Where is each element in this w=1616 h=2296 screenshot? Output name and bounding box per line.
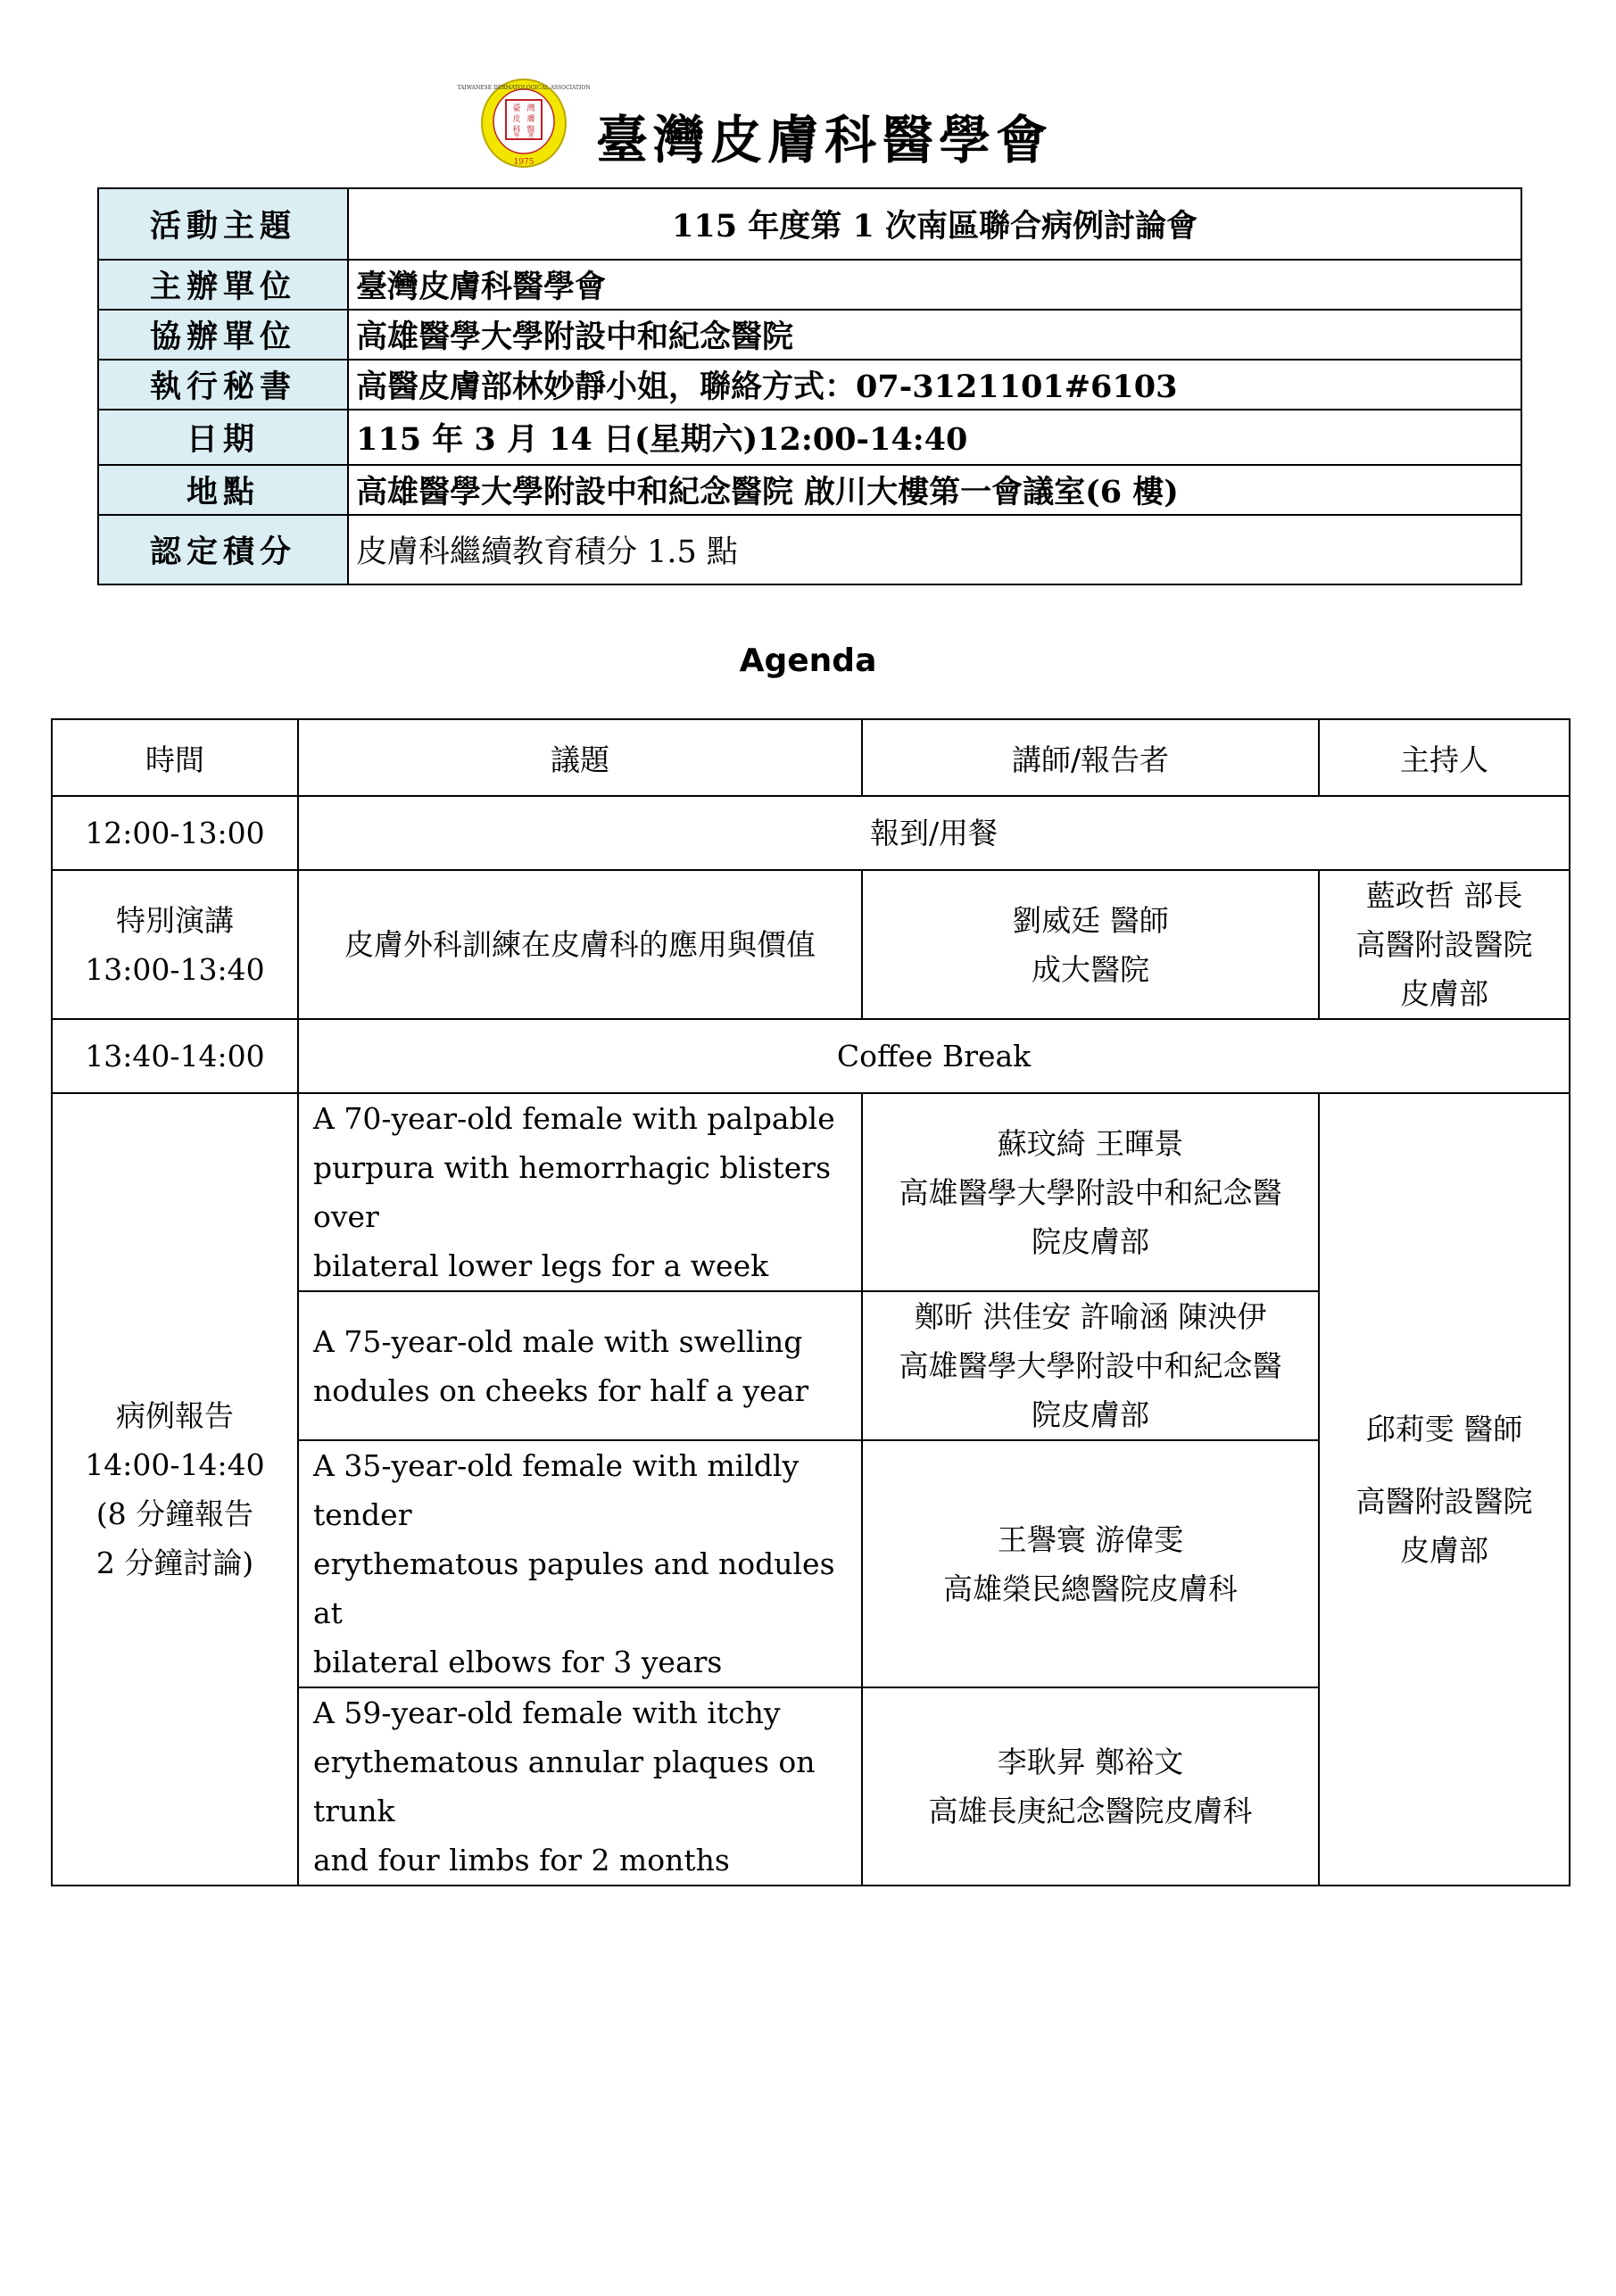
agenda-speaker bbox=[862, 870, 1319, 1019]
agenda-topic: 報到/用餐 bbox=[298, 796, 1570, 870]
info-value: 高雄醫學大學附設中和紀念醫院 bbox=[348, 310, 1521, 360]
topic-line: bilateral lower legs for a week bbox=[313, 1248, 769, 1283]
column-header-speaker: 講師/報告者 bbox=[862, 719, 1319, 796]
logo-char-3: 皮 bbox=[512, 115, 521, 124]
topic-line: purpura with hemorrhagic blisters over bbox=[313, 1150, 832, 1234]
speaker-line: 王譽寰 游偉雯 bbox=[997, 1521, 1184, 1557]
info-value: 高雄醫學大學附設中和紀念醫院 啟川大樓第一會議室(6 樓) bbox=[348, 465, 1521, 515]
speaker-line: 成大醫院 bbox=[1032, 951, 1149, 987]
column-header-topic: 議題 bbox=[298, 719, 862, 796]
agenda-topic bbox=[298, 1093, 862, 1291]
host-line: 皮膚部 bbox=[1400, 1532, 1488, 1568]
logo-char-6: 醫 bbox=[526, 126, 535, 135]
speaker-line: 高雄醫學大學附設中和紀念醫 bbox=[899, 1174, 1282, 1210]
agenda-row-break bbox=[52, 1019, 1570, 1093]
logo-char-8: 會 bbox=[527, 133, 535, 139]
info-value: 115 年度第 1 次南區聯合病例討論會 bbox=[348, 188, 1521, 260]
logo-char-7: 學 bbox=[513, 133, 520, 139]
agenda-speaker bbox=[862, 1687, 1319, 1886]
agenda-row-checkin bbox=[52, 796, 1570, 870]
info-label: 主辦單位 bbox=[98, 260, 348, 310]
agenda-time: 13:40-14:00 bbox=[52, 1019, 298, 1093]
speaker-line: 高雄長庚紀念醫院皮膚科 bbox=[928, 1794, 1253, 1828]
info-row-credits bbox=[98, 515, 1521, 584]
association-logo bbox=[457, 79, 591, 171]
time-line: (8 分鐘報告 bbox=[95, 1496, 254, 1531]
info-label: 執行秘書 bbox=[98, 360, 348, 410]
org-title: 臺灣皮膚科醫學會 bbox=[596, 110, 1054, 170]
page-header bbox=[0, 71, 1616, 187]
speaker-line: 高雄榮民總醫院皮膚科 bbox=[943, 1571, 1238, 1606]
host-line: 皮膚部 bbox=[1400, 976, 1488, 1011]
time-line: 2 分鐘討論) bbox=[95, 1546, 254, 1580]
time-line: 14:00-14:40 bbox=[85, 1447, 265, 1482]
info-row-date bbox=[98, 410, 1521, 465]
agenda-title: Agenda bbox=[739, 642, 877, 679]
info-label: 日期 bbox=[98, 410, 348, 465]
topic-line: bilateral elbows for 3 years bbox=[313, 1645, 723, 1679]
info-row-theme bbox=[98, 188, 1521, 260]
info-row-organizer bbox=[98, 260, 1521, 310]
info-row-location bbox=[98, 465, 1521, 515]
info-row-secretary bbox=[98, 360, 1521, 410]
topic-line: erythematous annular plaques on trunk bbox=[313, 1745, 816, 1828]
topic-line: erythematous papules and nodules at bbox=[313, 1546, 835, 1630]
agenda-host bbox=[1319, 870, 1570, 1019]
topic-line: A 59-year-old female with itchy bbox=[313, 1695, 781, 1730]
host-line: 高醫附設醫院 bbox=[1355, 1483, 1533, 1519]
agenda-time bbox=[52, 870, 298, 1019]
agenda-row-special-lecture bbox=[52, 870, 1570, 1019]
agenda-speaker bbox=[862, 1093, 1319, 1291]
column-header-time: 時間 bbox=[52, 719, 298, 796]
agenda-topic: Coffee Break bbox=[298, 1019, 1570, 1093]
speaker-line: 蘇玟綺 王暉景 bbox=[997, 1125, 1184, 1161]
column-header-host: 主持人 bbox=[1319, 719, 1570, 796]
host-line: 高醫附設醫院 bbox=[1355, 927, 1533, 962]
logo-year: 1975 bbox=[513, 158, 535, 167]
info-label: 地點 bbox=[98, 465, 348, 515]
info-row-co-organizer bbox=[98, 310, 1521, 360]
topic-line: and four limbs for 2 months bbox=[313, 1843, 730, 1877]
speaker-line: 鄭昕 洪佳安 許喻涵 陳泱伊 bbox=[914, 1299, 1267, 1334]
agenda-time: 12:00-13:00 bbox=[52, 796, 298, 870]
speaker-line: 院皮膚部 bbox=[1032, 1223, 1149, 1259]
logo-char-5: 科 bbox=[512, 126, 521, 135]
agenda-topic: 皮膚外科訓練在皮膚科的應用與價值 bbox=[298, 870, 862, 1019]
agenda-topic bbox=[298, 1440, 862, 1687]
info-value: 115 年 3 月 14 日(星期六)12:00-14:40 bbox=[348, 410, 1521, 465]
topic-line: A 35-year-old female with mildly tender bbox=[313, 1448, 800, 1532]
agenda-host bbox=[1319, 1093, 1570, 1886]
host-line: 邱莉雯 醫師 bbox=[1365, 1411, 1523, 1446]
agenda-time bbox=[52, 1093, 298, 1886]
speaker-line: 高雄醫學大學附設中和紀念醫 bbox=[899, 1348, 1282, 1383]
agenda-table bbox=[51, 718, 1570, 1886]
info-label: 協辦單位 bbox=[98, 310, 348, 360]
info-label: 認定積分 bbox=[98, 515, 348, 584]
info-value: 臺灣皮膚科醫學會 bbox=[348, 260, 1521, 310]
info-value: 高醫皮膚部林妙靜小姐，聯絡方式：07-3121101#6103 bbox=[348, 360, 1521, 410]
topic-line: A 70-year-old female with palpable bbox=[313, 1101, 835, 1136]
event-info-table bbox=[97, 187, 1522, 585]
agenda-speaker bbox=[862, 1291, 1319, 1440]
topic-line: nodules on cheeks for half a year bbox=[313, 1372, 809, 1408]
logo-char-4: 膚 bbox=[526, 115, 535, 124]
speaker-line: 劉威廷 醫師 bbox=[1012, 902, 1169, 938]
agenda-topic bbox=[298, 1291, 862, 1440]
speaker-line: 李耿昇 鄭裕文 bbox=[997, 1745, 1184, 1779]
agenda-row-case-1 bbox=[52, 1093, 1570, 1291]
host-line: 藍政哲 部長 bbox=[1365, 878, 1523, 913]
agenda-header-row bbox=[52, 719, 1570, 796]
agenda-speaker bbox=[862, 1440, 1319, 1687]
logo-char-2: 灣 bbox=[526, 104, 535, 113]
speaker-line: 院皮膚部 bbox=[1032, 1397, 1149, 1432]
time-line: 病例報告 bbox=[116, 1398, 234, 1433]
topic-line: A 75-year-old male with swelling bbox=[313, 1323, 803, 1359]
info-label: 活動主題 bbox=[98, 188, 348, 260]
time-line: 特別演講 bbox=[116, 902, 234, 938]
logo-ring-text: TAIWANESE DERMATOLOGICAL ASSOCIATION bbox=[457, 85, 591, 91]
agenda-topic bbox=[298, 1687, 862, 1886]
logo-char-1: 臺 bbox=[512, 104, 521, 113]
info-value: 皮膚科繼續教育積分 1.5 點 bbox=[348, 515, 1521, 584]
time-line: 13:00-13:40 bbox=[85, 951, 265, 987]
